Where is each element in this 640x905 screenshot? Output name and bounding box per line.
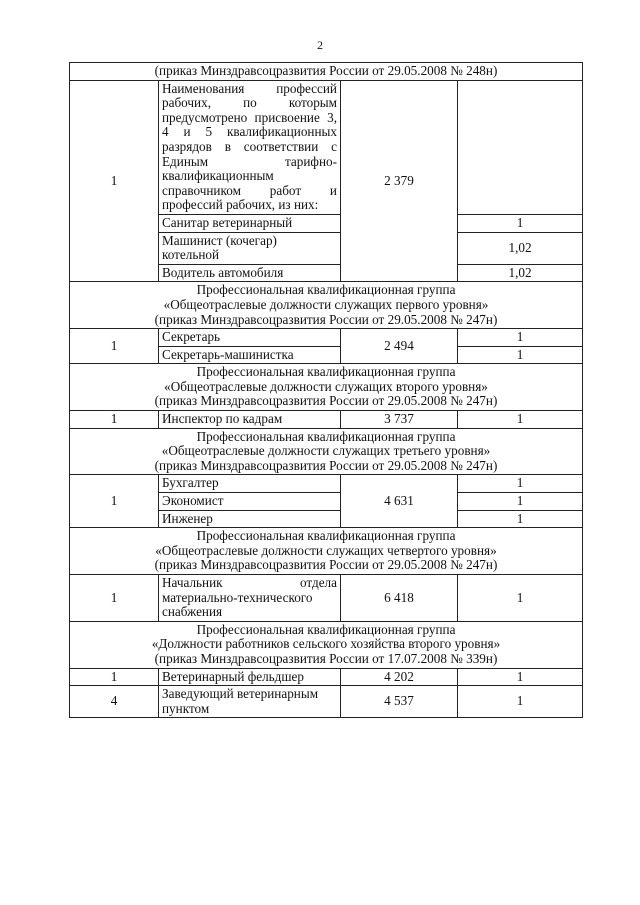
qualification-level: 1 <box>70 411 159 429</box>
group-header-line: Профессиональная квалификационная группа <box>196 364 456 380</box>
qualification-level: 1 <box>70 668 159 686</box>
group-header-row <box>70 63 583 81</box>
coefficient: 1,02 <box>458 264 583 282</box>
group-header-line: (приказ Минздравсоцразвития России от 29.05.2008 № 247н) <box>154 457 498 473</box>
table-row <box>70 80 583 214</box>
group-header-line: Профессиональная квалификационная группа <box>196 528 456 544</box>
coefficient: 1 <box>458 668 583 686</box>
qualification-level: 1 <box>70 475 159 528</box>
group-header-line: Профессиональная квалификационная группа <box>196 282 456 298</box>
base-salary: 2 379 <box>341 80 458 282</box>
coefficient: 1 <box>458 411 583 429</box>
group-header <box>70 364 583 411</box>
position-name: Инженер <box>159 510 341 528</box>
position-name: Машинист (кочегар) котельной <box>159 232 341 264</box>
coefficient: 1 <box>458 686 583 718</box>
group-header-line: Профессиональная квалификационная группа <box>196 428 456 444</box>
base-salary: 6 418 <box>341 575 458 622</box>
position-name: Бухгалтер <box>159 475 341 493</box>
group-header <box>70 63 583 81</box>
coefficient: 1,02 <box>458 232 583 264</box>
group-header-line: (приказ Минздравсоцразвития России от 29.05.2008 № 247н) <box>154 393 498 409</box>
group-header-line: «Общеотраслевые должности служащих первого уровня» <box>163 296 489 312</box>
position-name: Санитар ветеринарный <box>159 214 341 232</box>
table-body <box>70 63 583 718</box>
coefficient: 1 <box>458 510 583 528</box>
coefficient: 1 <box>458 575 583 622</box>
group-header-line: «Должности работников сельского хозяйства второго уровня» <box>151 636 501 652</box>
group-header <box>70 621 583 668</box>
coefficient: 1 <box>458 214 583 232</box>
table-row <box>70 329 583 347</box>
qualification-level: 4 <box>70 686 159 718</box>
group-header-line: «Общеотраслевые должности служащих второго уровня» <box>164 378 488 394</box>
qualification-groups-table <box>69 62 583 718</box>
base-salary: 4 631 <box>341 475 458 528</box>
base-salary: 2 494 <box>341 329 458 364</box>
group-header <box>70 282 583 329</box>
group-header-line: (приказ Минздравсоцразвития России от 17.07.2008 № 339н) <box>154 650 498 666</box>
group-header <box>70 428 583 475</box>
table-row <box>70 575 583 622</box>
group-header-line: Профессиональная квалификационная группа <box>196 621 456 637</box>
coefficient: 1 <box>458 475 583 493</box>
position-name: Экономист <box>159 493 341 511</box>
position-name: Начальник отдела материально-технического снабжения <box>159 575 341 622</box>
table-row <box>70 668 583 686</box>
qualification-level: 1 <box>70 329 159 364</box>
group-header-line: (приказ Минздравсоцразвития России от 29.05.2008 № 247н) <box>154 557 498 573</box>
group-header-row <box>70 528 583 575</box>
coefficient: 1 <box>458 346 583 364</box>
group-header-line: «Общеотраслевые должности служащих третьего уровня» <box>161 443 491 459</box>
coefficient: 1 <box>458 329 583 347</box>
position-name: Наименования профессий рабочих, по которым предусмотрено присвоение 3, 4 и 5 квалификационных разрядов в соответствии с Единым тарифно-квалификационным справочником работ и профессий рабочих, из них: <box>159 80 341 214</box>
base-salary: 3 737 <box>341 411 458 429</box>
position-name: Заведующий ветеринарным пунктом <box>159 686 341 718</box>
qualification-level: 1 <box>70 80 159 282</box>
coefficient <box>458 80 583 214</box>
group-header-line: (приказ Минздравсоцразвития России от 29.05.2008 № 247н) <box>154 311 498 327</box>
group-header-line: «Общеотраслевые должности служащих четвертого уровня» <box>155 542 497 558</box>
position-name: Секретарь <box>159 329 341 347</box>
group-header-row <box>70 621 583 668</box>
position-name: Инспектор по кадрам <box>159 411 341 429</box>
group-header <box>70 528 583 575</box>
page-number: 2 <box>317 38 323 52</box>
qualification-level: 1 <box>70 575 159 622</box>
group-header-row <box>70 282 583 329</box>
base-salary: 4 202 <box>341 668 458 686</box>
table-row <box>70 686 583 718</box>
position-name: Водитель автомобиля <box>159 264 341 282</box>
coefficient: 1 <box>458 493 583 511</box>
position-name: Секретарь-машинистка <box>159 346 341 364</box>
group-header-row <box>70 364 583 411</box>
group-header-row <box>70 428 583 475</box>
table-row <box>70 411 583 429</box>
position-name: Ветеринарный фельдшер <box>159 668 341 686</box>
base-salary: 4 537 <box>341 686 458 718</box>
group-header-line: (приказ Минздравсоцразвития России от 29.05.2008 № 248н) <box>154 63 498 78</box>
table-row <box>70 475 583 493</box>
